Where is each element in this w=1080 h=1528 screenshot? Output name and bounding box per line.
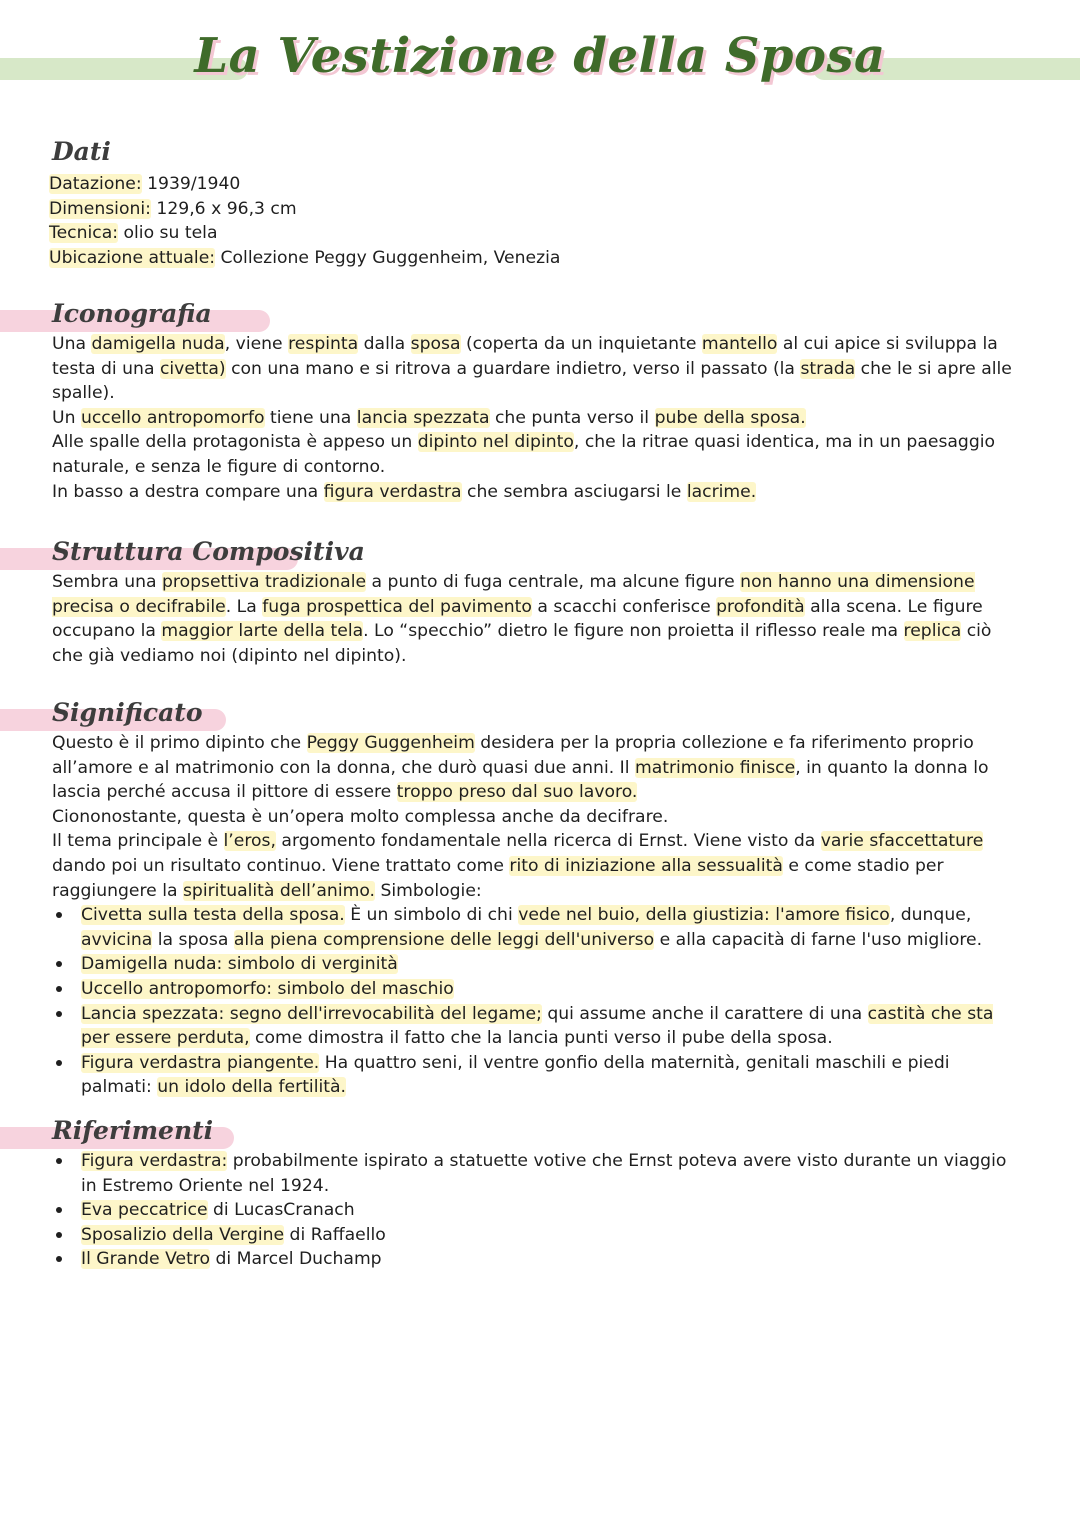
highlighted-text: un idolo della fertilità. xyxy=(157,1077,346,1098)
highlighted-text: pube della sposa. xyxy=(654,407,806,428)
text-run: probabilmente ispirato a statuette votive che Ernst poteva avere visto durante un viaggio in Estremo Oriente nel 1924. xyxy=(81,1151,1007,1196)
text-run: a punto di fuga centrale, ma alcune figure xyxy=(366,572,741,592)
list-item xyxy=(52,1149,1012,1198)
text-run: di Raffaello xyxy=(284,1224,386,1245)
text-run: Ha quattro seni, il ventre gonfio della maternità, genitali maschili e piedi palmati: xyxy=(81,1052,950,1098)
section-heading xyxy=(52,136,1012,170)
highlighted-text: troppo preso dal suo lavoro. xyxy=(396,782,638,803)
dati-label: Ubicazione attuale: xyxy=(49,247,216,268)
text-run: , che la ritrae quasi identica, ma in un paesaggio naturale, e senza le figure di contorno. xyxy=(52,432,996,477)
text-run: qui assume anche il carattere di una xyxy=(541,1003,868,1024)
highlighted-text: dipinto nel dipinto xyxy=(417,432,574,453)
text-run: dalla xyxy=(358,334,411,354)
paragraph xyxy=(52,406,1012,431)
heading-struttura: Struttura Compositiva xyxy=(52,537,365,566)
section-significato xyxy=(52,697,1012,1100)
heading-iconografia: Iconografia xyxy=(52,299,212,328)
dati-value: 129,6 x 96,3 cm xyxy=(150,198,297,219)
highlighted-text: Eva peccatrice xyxy=(81,1200,208,1221)
text-run: Questo è il primo dipinto che xyxy=(52,733,307,753)
significato-list xyxy=(52,903,1012,1100)
text-run: la sposa xyxy=(152,929,234,950)
highlighted-text: mantello xyxy=(701,334,778,354)
text-run: , dunque, xyxy=(889,905,972,926)
text-run: e come stadio per raggiungere la xyxy=(52,855,944,901)
text-run: (coperta da un inquietante xyxy=(460,334,702,354)
text-run: È un simbolo di chi xyxy=(344,905,519,926)
section-heading xyxy=(52,1115,1012,1149)
highlighted-text: rito di iniziazione alla sessualità xyxy=(509,855,783,876)
highlighted-text: uccello antropomorfo xyxy=(80,407,265,428)
text-run: e alla capacità di farne l'uso migliore. xyxy=(654,929,983,950)
dati-value: Collezione Peggy Guggenheim, Venezia xyxy=(215,247,561,268)
text-run: argomento fondamentale nella ricerca di Ernst. Viene visto da xyxy=(275,831,821,852)
text-run: , in quanto la donna lo lascia perché accusa il pittore di essere xyxy=(52,757,989,803)
text-run: che punta verso il xyxy=(489,407,655,428)
riferimenti-list xyxy=(52,1149,1012,1272)
highlighted-text: Civetta sulla testa della sposa. xyxy=(81,905,345,926)
highlighted-text: fuga prospettica del pavimento xyxy=(262,596,532,617)
highlighted-text: Damigella nuda: simbolo di verginità xyxy=(81,954,398,975)
highlighted-text: Lancia spezzata: segno dell'irrevocabilità del legame; xyxy=(81,1003,542,1024)
highlighted-text: respinta xyxy=(288,334,359,354)
list-item xyxy=(52,1002,1012,1051)
highlighted-text: vede nel buio, della giustizia: l'amore fisico xyxy=(518,905,890,926)
highlighted-text: avvicina xyxy=(81,929,153,950)
highlighted-text: damigella nuda xyxy=(91,334,225,354)
text-run: , viene xyxy=(224,334,289,354)
iconografia-body xyxy=(52,332,1012,504)
section-heading xyxy=(52,298,1012,332)
highlighted-text: l’eros, xyxy=(223,831,276,852)
highlighted-text: lacrime. xyxy=(686,481,757,502)
highlighted-text: alla piena comprensione delle leggi dell'universo xyxy=(233,929,655,950)
paragraph xyxy=(52,332,1012,406)
dati-label: Datazione: xyxy=(49,174,142,194)
paragraph xyxy=(52,731,1012,805)
paragraph xyxy=(52,480,1012,505)
highlighted-text: Peggy Guggenheim xyxy=(306,733,475,753)
text-run: Un xyxy=(52,407,81,428)
text-run: Sembra una xyxy=(52,572,162,592)
highlighted-text: non hanno una dimensione precisa o decifrabile xyxy=(52,572,975,617)
list-item xyxy=(52,1051,1012,1100)
highlighted-text: lancia spezzata xyxy=(356,407,490,428)
dati-row xyxy=(49,172,1012,197)
highlighted-text: castità che sta per essere perduta, xyxy=(81,1003,994,1049)
text-run: dando poi un risultato continuo. Viene trattato come xyxy=(52,855,510,876)
page-title: La Vestizione della Sposa xyxy=(194,28,886,84)
text-run: . Lo “specchio” dietro le figure non proietta il riflesso reale ma xyxy=(363,621,904,642)
section-dati xyxy=(49,136,1012,270)
text-run: In basso a destra compare una xyxy=(52,481,324,502)
text-run: come dimostra il fatto che la lancia punti verso il pube della sposa. xyxy=(249,1028,833,1049)
highlighted-text: Figura verdastra piangente. xyxy=(81,1052,320,1073)
text-run: tiene una xyxy=(264,407,357,428)
text-run: a scacchi conferisce xyxy=(531,596,717,617)
highlighted-text: civetta) xyxy=(159,358,226,379)
paragraph xyxy=(52,829,1012,903)
dati-list xyxy=(49,172,1012,270)
highlighted-text: profondità xyxy=(716,596,805,617)
paragraph xyxy=(52,430,1012,479)
list-item xyxy=(52,952,1012,977)
highlighted-text: propsettiva tradizionale xyxy=(161,572,367,592)
dati-value: 1939/1940 xyxy=(141,174,241,194)
list-item xyxy=(52,1198,1012,1223)
section-riferimenti xyxy=(52,1115,1012,1272)
paragraph xyxy=(52,570,1012,668)
text-run: Simbologie: xyxy=(375,880,482,901)
highlighted-text: Il Grande Vetro xyxy=(81,1249,211,1270)
dati-row xyxy=(49,246,1012,271)
dati-label: Dimensioni: xyxy=(49,198,151,219)
text-run: di LucasCranach xyxy=(207,1200,355,1221)
text-run: Alle spalle della protagonista è appeso un xyxy=(52,432,418,453)
section-heading xyxy=(52,697,1012,731)
text-run: Una xyxy=(52,334,92,354)
text-run: al cui apice si sviluppa la testa di una xyxy=(52,334,998,379)
section-struttura xyxy=(52,536,1012,668)
list-item xyxy=(52,977,1012,1002)
dati-row xyxy=(49,197,1012,222)
highlighted-text: spiritualità dell’animo. xyxy=(182,880,376,901)
significato-body xyxy=(52,731,1012,903)
heading-riferimenti: Riferimenti xyxy=(52,1116,214,1145)
text-run: che sembra asciugarsi le xyxy=(461,481,687,502)
highlighted-text: Uccello antropomorfo: simbolo del maschio xyxy=(81,978,454,999)
section-heading xyxy=(52,536,1012,570)
dati-value: olio su tela xyxy=(118,223,218,244)
dati-label: Tecnica: xyxy=(49,223,119,244)
text-run: Ciononostante, questa è un’opera molto complessa anche da decifrare. xyxy=(52,806,669,827)
text-run: Il tema principale è xyxy=(52,831,224,852)
list-item xyxy=(52,1247,1012,1272)
highlighted-text: matrimonio finisce xyxy=(634,757,796,778)
section-iconografia xyxy=(52,298,1012,504)
dati-row xyxy=(49,221,1012,246)
highlighted-text: maggior larte della tela xyxy=(161,621,364,642)
highlighted-text: figura verdastra xyxy=(323,481,462,502)
text-run: . La xyxy=(225,596,263,617)
highlighted-text: Figura verdastra: xyxy=(81,1151,228,1171)
highlighted-text: strada xyxy=(800,358,856,379)
heading-significato: Significato xyxy=(52,698,203,727)
text-run: ciò che già vediamo noi (dipinto nel dipinto). xyxy=(52,621,992,666)
highlighted-text: replica xyxy=(903,621,962,642)
text-run: desidera per la propria collezione e fa riferimento proprio all’amore e al matrimonio con la donna, che durò quasi due anni. Il xyxy=(52,733,974,778)
text-run: di Marcel Duchamp xyxy=(210,1249,382,1270)
heading-dati: Dati xyxy=(52,137,111,166)
text-run: alla scena. Le figure occupano la xyxy=(52,596,983,642)
highlighted-text: sposa xyxy=(410,334,461,354)
struttura-body xyxy=(52,570,1012,668)
highlighted-text: Sposalizio della Vergine xyxy=(81,1224,285,1245)
paragraph xyxy=(52,805,1012,830)
list-item xyxy=(52,1223,1012,1248)
text-run: che le si apre alle spalle). xyxy=(52,358,1012,404)
list-item xyxy=(52,903,1012,952)
highlighted-text: varie sfaccettature xyxy=(820,831,984,852)
text-run: con una mano e si ritrova a guardare indietro, verso il passato (la xyxy=(225,358,801,379)
